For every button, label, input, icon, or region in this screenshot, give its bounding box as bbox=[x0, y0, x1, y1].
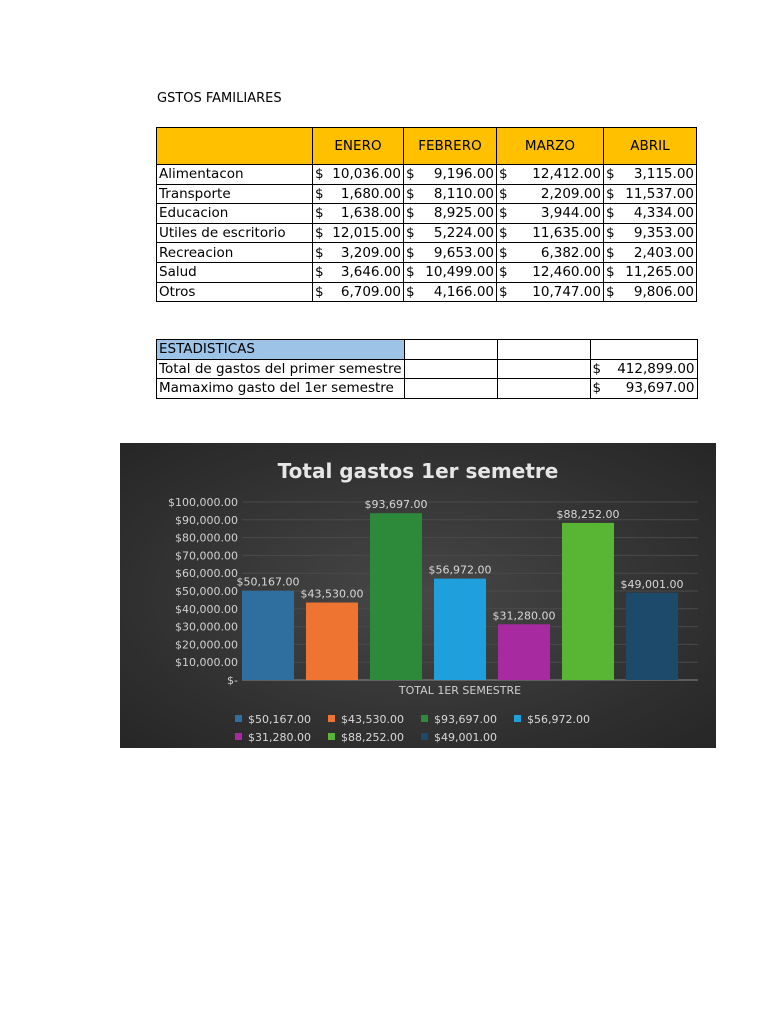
category-cell: Alimentacon bbox=[157, 165, 313, 185]
amount-value: 3,115.00 bbox=[633, 166, 694, 183]
table-row bbox=[157, 184, 697, 204]
currency-symbol: $ bbox=[606, 244, 615, 261]
category-cell: Salud bbox=[157, 262, 313, 282]
currency-symbol: $ bbox=[315, 185, 324, 202]
category-cell: Transporte bbox=[157, 184, 313, 204]
amount-value: 2,209.00 bbox=[540, 185, 601, 202]
legend-swatch bbox=[328, 715, 335, 722]
table-row bbox=[157, 165, 697, 185]
amount-value: 1,638.00 bbox=[340, 205, 401, 222]
amount-cell bbox=[497, 204, 604, 224]
amount-value: 2,403.00 bbox=[633, 244, 694, 261]
amount-value: 9,806.00 bbox=[633, 283, 694, 300]
amount-cell bbox=[404, 262, 497, 282]
currency-symbol: $ bbox=[499, 166, 508, 183]
data-label: $88,252.00 bbox=[556, 507, 620, 521]
currency-symbol: $ bbox=[592, 380, 602, 397]
currency-symbol: $ bbox=[606, 283, 615, 300]
amount-value: 12,412.00 bbox=[532, 166, 601, 183]
table-row bbox=[157, 243, 697, 263]
stats-value: 93,697.00 bbox=[625, 380, 695, 397]
amount-value: 8,110.00 bbox=[433, 185, 494, 202]
header-cell-marzo: MARZO bbox=[497, 128, 604, 165]
stats-label: Mamaximo gasto del 1er semestre bbox=[159, 380, 394, 397]
amount-value: 3,646.00 bbox=[340, 264, 401, 281]
data-label: $56,972.00 bbox=[428, 563, 492, 577]
currency-symbol: $ bbox=[606, 264, 615, 281]
header-cell-abril: ABRIL bbox=[604, 128, 697, 165]
chart-canvas bbox=[120, 443, 716, 748]
table-header-row bbox=[157, 128, 697, 165]
stats-value: 412,899.00 bbox=[617, 360, 695, 377]
amount-value: 3,944.00 bbox=[540, 205, 601, 222]
y-tick-label: $70,000.00 bbox=[175, 549, 238, 563]
page-title: GSTOS FAMILIARES bbox=[157, 91, 282, 106]
category-cell: Otros bbox=[157, 282, 313, 302]
stats-empty-cell bbox=[497, 359, 590, 379]
amount-value: 6,382.00 bbox=[540, 244, 601, 261]
legend-label: $56,972.00 bbox=[527, 713, 590, 726]
expenses-table bbox=[156, 127, 697, 302]
amount-cell bbox=[604, 223, 697, 243]
amount-cell bbox=[404, 184, 497, 204]
amount-value: 10,499.00 bbox=[425, 264, 494, 281]
amount-cell bbox=[313, 243, 404, 263]
amount-value: 11,265.00 bbox=[625, 264, 694, 281]
chart-title: Total gastos 1er semetre bbox=[277, 459, 559, 483]
data-label: $50,167.00 bbox=[236, 575, 300, 589]
stats-empty-cell bbox=[497, 340, 590, 360]
stats-empty-cell bbox=[497, 379, 590, 399]
stats-label-cell bbox=[157, 359, 405, 379]
legend-swatch bbox=[328, 733, 335, 740]
amount-value: 4,334.00 bbox=[633, 205, 694, 222]
currency-symbol: $ bbox=[315, 205, 324, 222]
y-tick-label: $20,000.00 bbox=[175, 638, 238, 652]
data-label: $43,530.00 bbox=[300, 587, 364, 601]
currency-symbol: $ bbox=[499, 185, 508, 202]
currency-symbol: $ bbox=[592, 360, 602, 377]
y-tick-label: $50,000.00 bbox=[175, 585, 238, 598]
legend-swatch bbox=[421, 733, 428, 740]
amount-value: 11,537.00 bbox=[625, 185, 694, 202]
amount-value: 10,747.00 bbox=[532, 283, 601, 300]
stats-row bbox=[157, 379, 698, 399]
stats-table bbox=[156, 339, 698, 399]
legend-label: $31,280.00 bbox=[248, 731, 311, 744]
header-cell-empty bbox=[157, 128, 313, 165]
bar bbox=[498, 624, 550, 680]
amount-cell bbox=[604, 204, 697, 224]
table-row bbox=[157, 262, 697, 282]
bar bbox=[306, 603, 358, 680]
amount-cell bbox=[313, 262, 404, 282]
stats-label: Total de gastos del primer semestre bbox=[159, 360, 402, 377]
amount-value: 8,925.00 bbox=[433, 205, 494, 222]
data-label: $31,280.00 bbox=[492, 609, 556, 623]
stats-empty-cell bbox=[404, 359, 497, 379]
bar bbox=[434, 579, 486, 680]
y-tick-label: $60,000.00 bbox=[175, 567, 238, 581]
legend-label: $93,697.00 bbox=[434, 713, 497, 726]
legend-swatch bbox=[235, 733, 242, 740]
bar bbox=[370, 513, 422, 680]
amount-value: 11,635.00 bbox=[532, 225, 601, 242]
currency-symbol: $ bbox=[315, 264, 324, 281]
data-label: $93,697.00 bbox=[364, 498, 428, 512]
y-tick-label: $80,000.00 bbox=[175, 531, 238, 545]
stats-empty-cell bbox=[590, 340, 697, 360]
bar bbox=[626, 593, 678, 680]
stats-empty-cell bbox=[404, 340, 497, 360]
amount-cell bbox=[404, 223, 497, 243]
amount-cell bbox=[313, 282, 404, 302]
legend-label: $88,252.00 bbox=[341, 731, 404, 744]
stats-value-cell bbox=[590, 359, 697, 379]
table-row bbox=[157, 204, 697, 224]
amount-cell bbox=[497, 223, 604, 243]
amount-cell bbox=[604, 184, 697, 204]
category-cell: Utiles de escritorio bbox=[157, 223, 313, 243]
amount-value: 12,015.00 bbox=[332, 225, 401, 242]
amount-value: 5,224.00 bbox=[433, 225, 494, 242]
amount-cell bbox=[313, 184, 404, 204]
currency-symbol: $ bbox=[406, 264, 415, 281]
y-tick-label: $30,000.00 bbox=[175, 620, 238, 634]
total-expenses-chart bbox=[120, 443, 716, 748]
currency-symbol: $ bbox=[499, 283, 508, 300]
header-cell-febrero: FEBRERO bbox=[404, 128, 497, 165]
currency-symbol: $ bbox=[406, 166, 415, 183]
bar bbox=[562, 523, 614, 680]
amount-value: 6,709.00 bbox=[340, 283, 401, 300]
amount-cell bbox=[313, 204, 404, 224]
currency-symbol: $ bbox=[499, 244, 508, 261]
data-label: $49,001.00 bbox=[620, 577, 684, 591]
amount-cell bbox=[604, 165, 697, 185]
amount-cell bbox=[404, 282, 497, 302]
amount-cell bbox=[404, 243, 497, 263]
currency-symbol: $ bbox=[315, 166, 324, 183]
legend-swatch bbox=[514, 715, 521, 722]
amount-value: 4,166.00 bbox=[433, 283, 494, 300]
currency-symbol: $ bbox=[499, 264, 508, 281]
y-tick-label: $40,000.00 bbox=[175, 602, 238, 616]
amount-value: 9,353.00 bbox=[633, 225, 694, 242]
bar bbox=[242, 591, 294, 680]
legend-label: $50,167.00 bbox=[248, 713, 311, 726]
amount-value: 3,209.00 bbox=[340, 244, 401, 261]
amount-cell bbox=[497, 184, 604, 204]
table-body bbox=[157, 165, 697, 302]
currency-symbol: $ bbox=[499, 225, 508, 242]
amount-cell bbox=[497, 262, 604, 282]
amount-cell bbox=[404, 165, 497, 185]
currency-symbol: $ bbox=[315, 283, 324, 300]
amount-cell bbox=[604, 243, 697, 263]
stats-value-cell bbox=[590, 379, 697, 399]
stats-label-cell bbox=[157, 379, 405, 399]
amount-cell bbox=[404, 204, 497, 224]
y-tick-label: $10,000.00 bbox=[175, 656, 238, 670]
y-tick-label: $- bbox=[227, 674, 238, 687]
amount-value: 12,460.00 bbox=[532, 264, 601, 281]
legend-swatch bbox=[235, 715, 242, 722]
currency-symbol: $ bbox=[606, 185, 615, 202]
stats-header-row bbox=[157, 340, 698, 360]
currency-symbol: $ bbox=[606, 225, 615, 242]
stats-empty-cell bbox=[404, 379, 497, 399]
legend-label: $43,530.00 bbox=[341, 713, 404, 726]
currency-symbol: $ bbox=[406, 205, 415, 222]
legend-swatch bbox=[421, 715, 428, 722]
y-tick-label: $100,000.00 bbox=[168, 496, 238, 509]
stats-header: ESTADISTICAS bbox=[157, 340, 405, 360]
amount-cell bbox=[604, 282, 697, 302]
currency-symbol: $ bbox=[606, 205, 615, 222]
table-row bbox=[157, 282, 697, 302]
amount-value: 9,653.00 bbox=[433, 244, 494, 261]
amount-value: 10,036.00 bbox=[332, 166, 401, 183]
amount-cell bbox=[497, 165, 604, 185]
amount-value: 1,680.00 bbox=[340, 185, 401, 202]
currency-symbol: $ bbox=[315, 244, 324, 261]
y-tick-label: $90,000.00 bbox=[175, 513, 238, 527]
amount-value: 9,196.00 bbox=[433, 166, 494, 183]
amount-cell bbox=[313, 223, 404, 243]
stats-row bbox=[157, 359, 698, 379]
currency-symbol: $ bbox=[406, 185, 415, 202]
currency-symbol: $ bbox=[606, 166, 615, 183]
currency-symbol: $ bbox=[315, 225, 324, 242]
currency-symbol: $ bbox=[406, 225, 415, 242]
x-axis-label: TOTAL 1ER SEMESTRE bbox=[398, 684, 522, 697]
amount-cell bbox=[497, 243, 604, 263]
currency-symbol: $ bbox=[406, 244, 415, 261]
amount-cell bbox=[313, 165, 404, 185]
header-cell-enero: ENERO bbox=[313, 128, 404, 165]
table-row bbox=[157, 223, 697, 243]
legend-label: $49,001.00 bbox=[434, 731, 497, 744]
amount-cell bbox=[497, 282, 604, 302]
currency-symbol: $ bbox=[406, 283, 415, 300]
category-cell: Educacion bbox=[157, 204, 313, 224]
category-cell: Recreacion bbox=[157, 243, 313, 263]
currency-symbol: $ bbox=[499, 205, 508, 222]
amount-cell bbox=[604, 262, 697, 282]
